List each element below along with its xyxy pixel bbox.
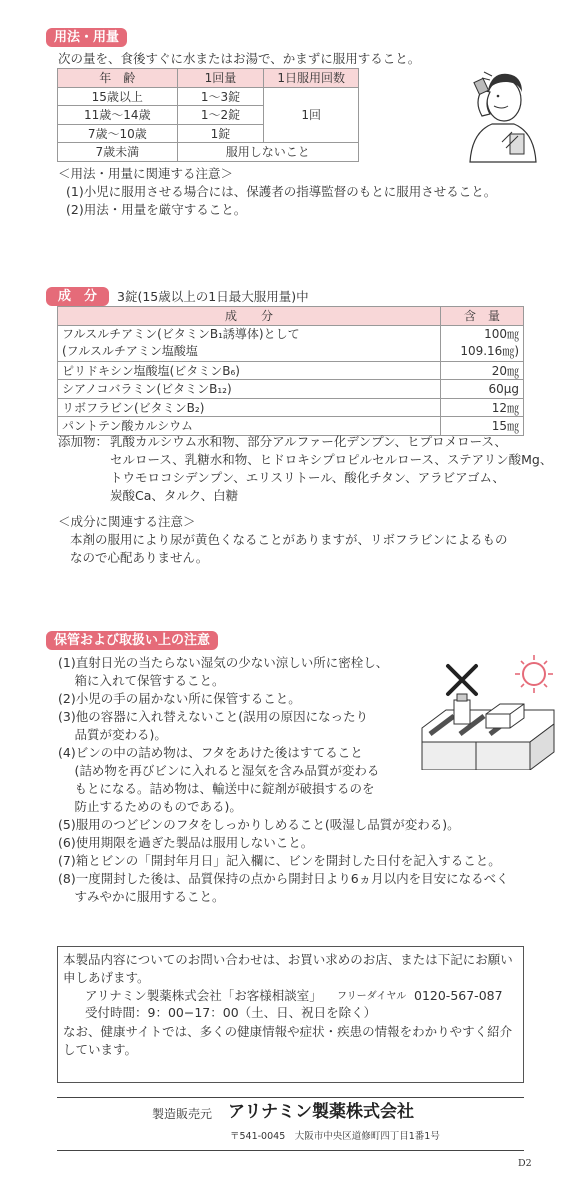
ingredient-cell: ピリドキシン塩酸塩(ビタミンB₆) [58, 361, 441, 380]
storage-illustration [420, 652, 560, 770]
contact-closing-line: なお、健康サイトでは、多くの健康情報や症状・疾患の情報をわかりやすく紹介 [63, 1024, 513, 1039]
table-header-row [58, 69, 359, 88]
daily-cell: 1回 [264, 87, 359, 143]
ingredients-table [57, 306, 524, 436]
storage-heading: 保管および取扱い上の注意 [46, 631, 218, 650]
free-dial-label: フリーダイヤル [337, 991, 407, 1002]
storage-line: (8)一度開封した後は、品質保持の点から開封日より6ヵ月以内を目安になるべく [58, 871, 509, 886]
ingredients-heading: 成 分 [46, 287, 109, 306]
dose-cell: 服用しないこと [177, 143, 358, 162]
maker-name: アリナミン製薬株式会社 [228, 1102, 414, 1122]
amount-cell: 60μg [441, 380, 524, 399]
sun-icon [515, 655, 553, 693]
storage-line: 箱に入れて保管すること。 [58, 673, 225, 688]
contact-line: 本製品内容についてのお問い合わせは、お買い求めのお店、または下記にお願い [63, 952, 513, 967]
table-row [58, 143, 359, 162]
contact-company: アリナミン製薬株式会社「お客様相談室」 [85, 988, 322, 1003]
ingredient-cell: リボフラビン(ビタミンB₂) [58, 398, 441, 417]
ingredient-header: 成 分 [58, 307, 441, 326]
table-row [58, 325, 524, 361]
storage-line: (1)直射日光の当たらない湿気の少ない涼しい所に密栓し、 [58, 655, 389, 670]
storage-line: すみやかに服用すること。 [58, 889, 225, 904]
ingredient-cell: パントテン酸カルシウム [58, 417, 441, 436]
storage-line: (7)箱とビンの「開封年月日」記入欄に、ビンを開封した日付を記入すること。 [58, 853, 501, 868]
storage-line: (詰め物を再びビンに入れると湿気を含み品質が変わる [58, 763, 380, 778]
storage-line: 品質が変わる)。 [58, 727, 167, 742]
daily-header: 1日服用回数 [264, 69, 359, 88]
age-cell: 7歳未満 [58, 143, 178, 162]
table-row [58, 380, 524, 399]
amount-header: 含 量 [441, 307, 524, 326]
storage-line: (2)小児の手の届かない所に保管すること。 [58, 691, 301, 706]
man-drinking-illustration [462, 62, 542, 168]
ingredients-note-line: なので心配ありません。 [70, 550, 209, 565]
storage-line: もとになる。詰め物は、輸送中に錠剤が破損するのを [58, 781, 375, 796]
contact-phone: 0120-567-087 [414, 988, 503, 1003]
age-cell: 11歳～14歳 [58, 106, 178, 125]
usage-heading: 用法・用量 [46, 28, 127, 47]
dose-cell: 1～3錠 [177, 87, 264, 106]
dosage-table [57, 68, 359, 162]
ingredient-cell [58, 325, 441, 361]
additive-line: セルロース、乳糖水和物、ヒドロキシプロピルセルロース、ステアリン酸Mg、 [110, 452, 553, 467]
age-cell: 15歳以上 [58, 87, 178, 106]
amount-cell: 15㎎ [441, 417, 524, 436]
footer-divider [57, 1150, 524, 1151]
age-cell: 7歳～10歳 [58, 124, 178, 143]
usage-note-2: (2)用法・用量を厳守すること。 [66, 202, 247, 217]
storage-line: (3)他の容器に入れ替えないこと(誤用の原因になったり [58, 709, 369, 724]
storage-line: 防止するためのものである)。 [58, 799, 242, 814]
table-row [58, 87, 359, 106]
amount-cell: 20㎎ [441, 361, 524, 380]
additive-line: 炭酸Ca、タルク、白糖 [110, 488, 239, 503]
usage-intro: 次の量を、食後すぐに水またはお湯で、かまずに服用すること。 [58, 51, 421, 66]
amount-value: 109.16㎎) [460, 344, 519, 358]
additive-line: 乳酸カルシウム水和物、部分アルファー化デンプン、ヒプロメロース、 [110, 434, 507, 449]
usage-note-1: (1)小児に服用させる場合には、保護者の指導監督のもとに服用させること。 [66, 184, 497, 199]
amount-cell: 12㎎ [441, 398, 524, 417]
contact-line: 申しあげます。 [63, 970, 150, 985]
maker-address: 〒541-0045 大阪市中央区道修町四丁目1番1号 [230, 1131, 440, 1142]
dose-cell: 1錠 [177, 124, 264, 143]
ingredients-note-title: ＜成分に関連する注意＞ [58, 514, 196, 529]
table-row [58, 361, 524, 380]
age-header: 年 齢 [58, 69, 178, 88]
table-row [58, 398, 524, 417]
storage-line: (5)服用のつどビンのフタをしっかりしめること(吸湿し品質が変わる)。 [58, 817, 460, 832]
ingredient-name: (フルスルチアミン塩酸塩 [62, 344, 198, 358]
contact-closing-line: しています。 [63, 1042, 138, 1057]
storage-line: (4)ビンの中の詰め物は、フタをあけた後はすてること [58, 745, 363, 760]
amount-value: 100㎎ [484, 327, 519, 341]
prohibited-x-icon [448, 666, 476, 694]
ingredient-name: フルスルチアミン(ビタミンB₁誘導体)として [62, 327, 300, 341]
amount-cell [441, 325, 524, 361]
bottle-icon [454, 694, 470, 724]
maker-label: 製造販売元 [152, 1107, 213, 1121]
dose-header: 1回量 [177, 69, 264, 88]
ingredients-sub: 3錠(15歳以上の1日最大服用量)中 [117, 289, 309, 304]
table-header-row [58, 307, 524, 326]
usage-note-title: ＜用法・用量に関連する注意＞ [58, 166, 234, 181]
ingredients-note-line: 本剤の服用により尿が黄色くなることがありますが、リボフラビンによるもの [70, 532, 508, 547]
additive-line: トウモロコシデンプン、エリスリトール、酸化チタン、アラビアゴム、 [110, 470, 505, 485]
page-code: D2 [518, 1158, 532, 1169]
footer-divider [57, 1097, 524, 1098]
storage-line: (6)使用期限を過ぎた製品は服用しないこと。 [58, 835, 314, 850]
ingredient-cell: シアノコバラミン(ビタミンB₁₂) [58, 380, 441, 399]
additive-label: 添加物： [58, 434, 109, 449]
contact-hours: 受付時間：9：00−17：00（土、日、祝日を除く） [85, 1005, 377, 1020]
dose-cell: 1～2錠 [177, 106, 264, 125]
